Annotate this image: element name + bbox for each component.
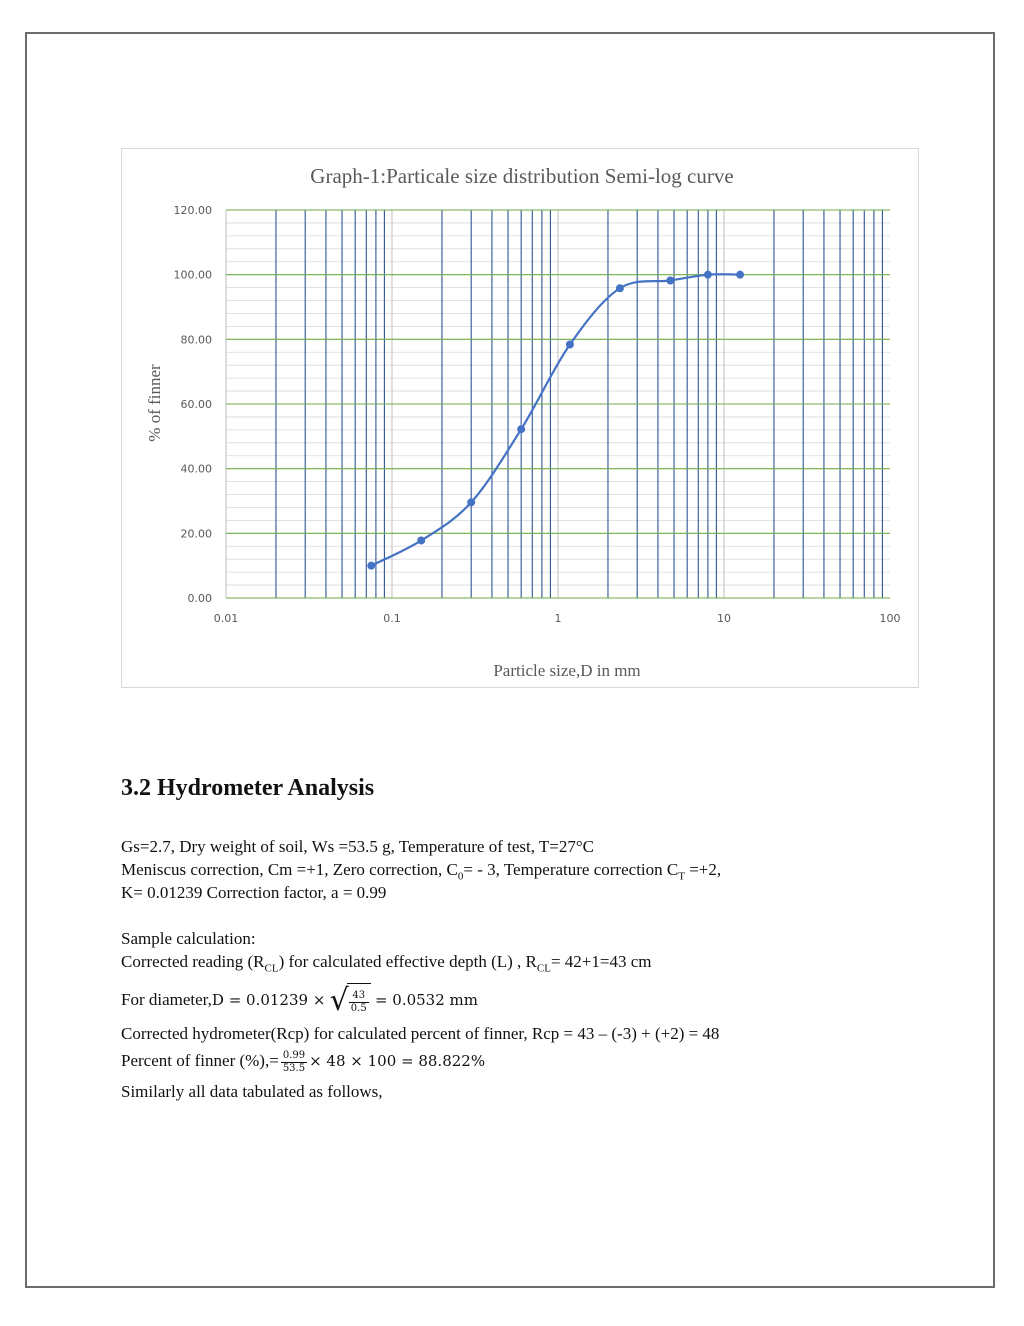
x-axis-title: Particle size,D in mm — [493, 661, 641, 680]
x-tick-label: 0.1 — [383, 612, 401, 625]
given-values-line-1 — [121, 836, 594, 858]
sample-heading-text: Sample calculation: — [121, 929, 256, 948]
data-point — [666, 276, 674, 284]
closing-line — [121, 1081, 383, 1103]
sample-calculation-heading — [121, 928, 256, 950]
data-point — [566, 341, 574, 349]
diameter-result: = 0.0532 mm — [374, 991, 478, 1009]
data-point — [616, 284, 624, 292]
chart-title: Graph-1:Particale size distribution Semi-log curve — [310, 164, 734, 188]
data-point — [517, 425, 525, 433]
diameter-prefix: For diameter, — [121, 990, 212, 1009]
diameter-lhs: D = 0.01239 × — [211, 991, 326, 1009]
given-values-line-3 — [121, 882, 386, 904]
diameter-denominator: 0.5 — [350, 1003, 367, 1015]
corrected-text-a: Corrected reading (R — [121, 952, 265, 971]
y-tick-label: 100.00 — [173, 268, 212, 282]
rcl-subscript-1: CL — [264, 962, 279, 975]
corrected-text-b: ) for calculated effective depth (L) , R — [278, 952, 537, 971]
y-tick-label: 60.00 — [180, 398, 212, 411]
x-tick-label: 0.01 — [213, 612, 239, 625]
particle-size-chart — [122, 149, 920, 689]
y-tick-label: 20.00 — [180, 527, 212, 541]
data-point — [467, 498, 475, 506]
section-heading: 3.2 Hydrometer Analysis — [121, 775, 375, 801]
diameter-numerator: 43 — [349, 990, 369, 1003]
percent-numerator: 0.99 — [282, 1049, 306, 1061]
zero-correction-subscript: 0 — [457, 870, 464, 883]
rcl-subscript-2: CL — [536, 962, 551, 975]
square-root: √ $\frac{43}{0.5}$ — [330, 982, 371, 1020]
percent-denominator: 53.5 — [282, 1062, 306, 1074]
y-tick-label: 120.00 — [173, 204, 212, 217]
rcp-text: Corrected hydrometer(Rcp) for calculated percent of finner, Rcp = 43 – (-3) + (+2) = 48 — [121, 1024, 720, 1043]
given-text-2c: =+2, — [684, 860, 722, 879]
data-point — [736, 271, 744, 279]
percent-finer-line — [121, 1046, 485, 1076]
temperature-correction-subscript: T — [678, 870, 685, 883]
y-tick-label: 40.00 — [180, 462, 212, 476]
y-tick-label: 0.00 — [187, 592, 212, 605]
y-axis-title: % of finner — [145, 364, 164, 442]
corrected-text-c: = 42+1=43 cm — [550, 952, 652, 971]
x-tick-label: 10 — [717, 612, 731, 625]
percent-result: × 48 × 100 = 88.822% — [309, 1052, 486, 1070]
given-text-2a: Meniscus correction, Cm =+1, Zero correction, C — [121, 860, 458, 879]
percent-prefix: Percent of finner (%),= — [121, 1051, 279, 1070]
series-line — [371, 274, 740, 565]
given-text-1: Gs=2.7, Dry weight of soil, Ws =53.5 g, Temperature of test, T=27°C — [121, 837, 595, 856]
y-tick-label: 80.00 — [180, 333, 212, 347]
diameter-formula-line — [121, 982, 478, 1020]
data-point — [367, 562, 375, 570]
diameter-fraction — [349, 990, 369, 1015]
x-tick-label: 100 — [879, 612, 901, 625]
corrected-reading-line — [121, 951, 652, 979]
rcp-line — [121, 1023, 719, 1045]
chart-container — [121, 148, 919, 688]
x-tick-label: 1 — [554, 612, 562, 625]
data-point — [704, 271, 712, 279]
data-point — [417, 536, 425, 544]
given-text-3: K= 0.01239 Correction factor, a = 0.99 — [121, 883, 387, 902]
given-text-2b: = - 3, Temperature correction C — [463, 860, 679, 879]
percent-fraction — [281, 1050, 307, 1075]
closing-text: Similarly all data tabulated as follows, — [121, 1082, 383, 1101]
